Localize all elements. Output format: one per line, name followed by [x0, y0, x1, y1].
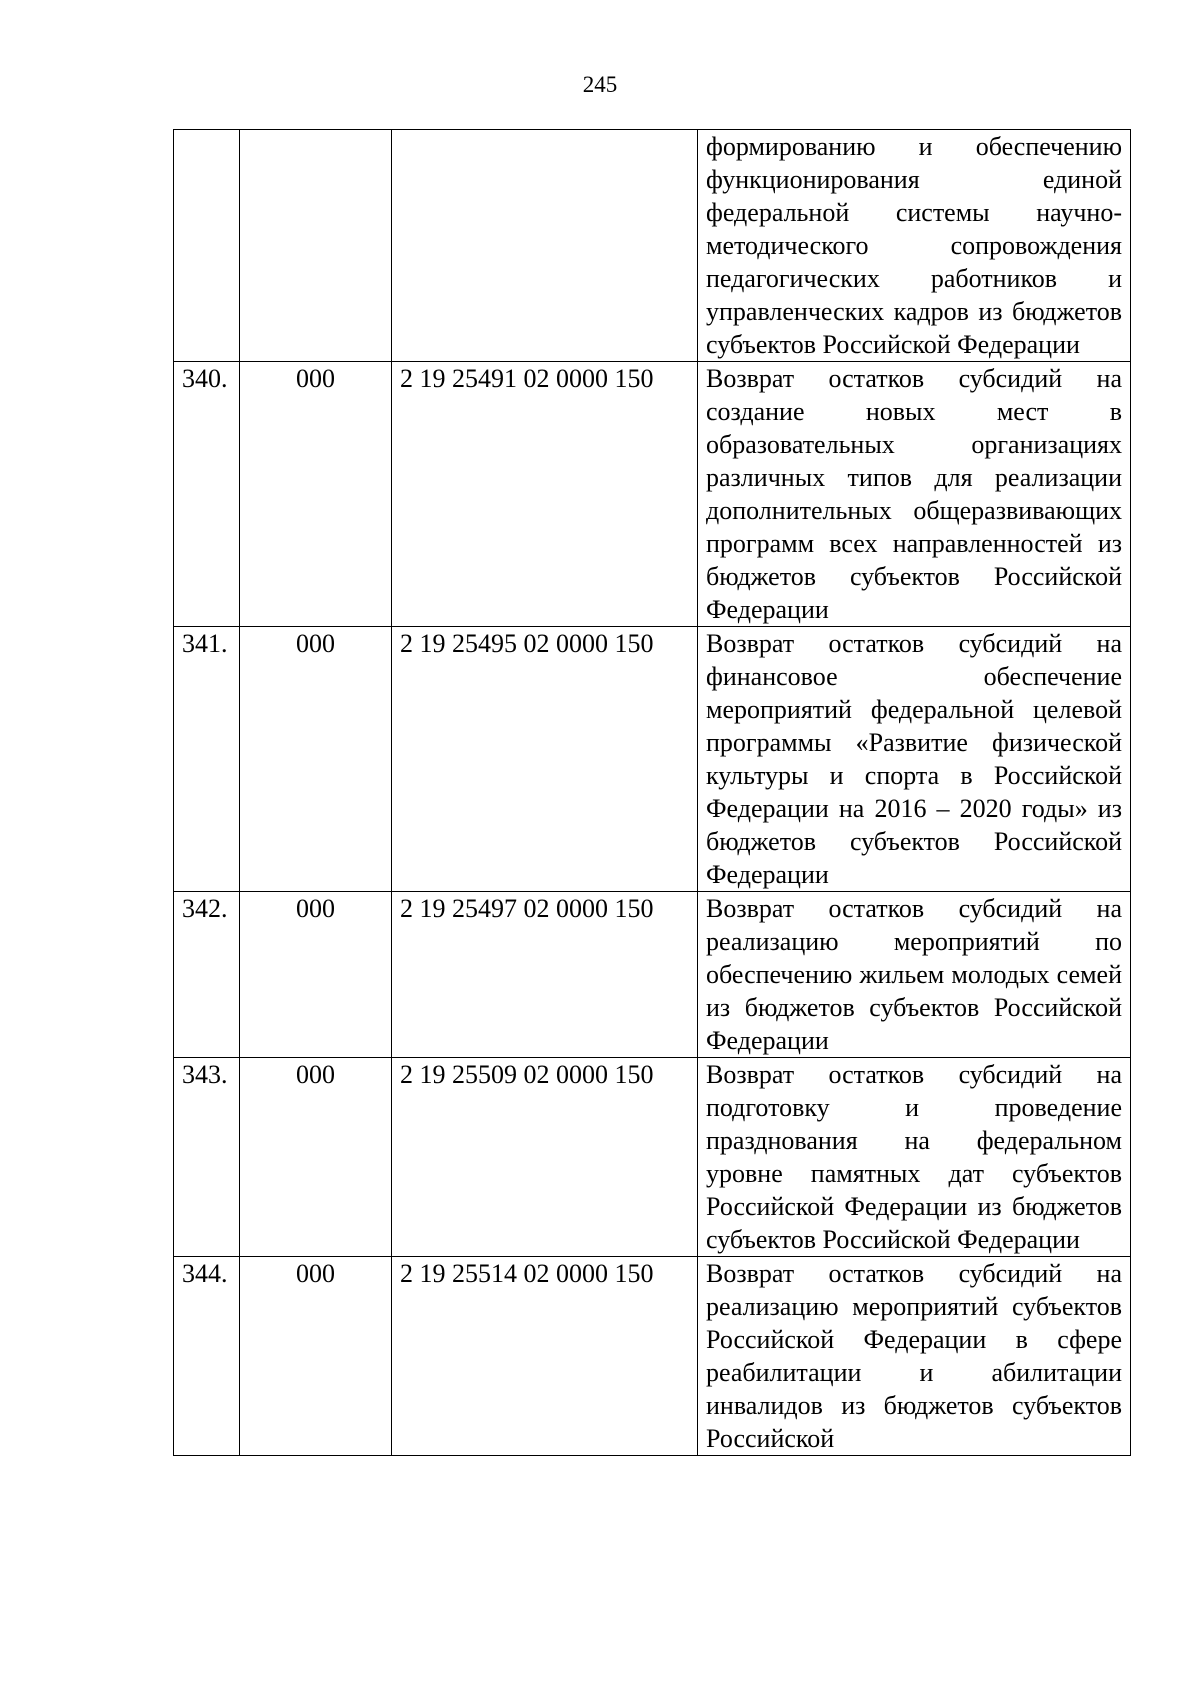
admin-code-cell: 000 — [240, 1257, 392, 1456]
budget-code-cell: 2 19 25495 02 0000 150 — [392, 627, 698, 892]
budget-code-cell: 2 19 25509 02 0000 150 — [392, 1058, 698, 1257]
description-cell: Возврат остатков субсидий на подготовку и проведение празднования на федеральном уровне памятных дат субъектов Российской Федерации из бюджетов субъектов Российской Федерации — [698, 1058, 1131, 1257]
table-row — [174, 1257, 1131, 1456]
budget-code-cell — [392, 130, 698, 362]
table-row — [174, 362, 1131, 627]
table-row — [174, 627, 1131, 892]
budget-code-table — [173, 129, 1131, 1456]
description-cell: Возврат остатков субсидий на финансовое обеспечение мероприятий федеральной целевой программы «Развитие физической культуры и спорта в Российской Федерации на 2016 – 2020 годы» из бюджетов субъектов Российской Федерации — [698, 627, 1131, 892]
description-cell: формированию и обеспечению функционирования единой федеральной системы научно-методического сопровождения педагогических работников и управленческих кадров из бюджетов субъектов Российской Федерации — [698, 130, 1131, 362]
description-cell: Возврат остатков субсидий на создание новых мест в образовательных организациях различных типов для реализации дополнительных общеразвивающих программ всех направленностей из бюджетов субъектов Российской Федерации — [698, 362, 1131, 627]
admin-code-cell: 000 — [240, 892, 392, 1058]
admin-code-cell: 000 — [240, 627, 392, 892]
admin-code-cell — [240, 130, 392, 362]
budget-code-cell: 2 19 25491 02 0000 150 — [392, 362, 698, 627]
table-row — [174, 892, 1131, 1058]
description-cell: Возврат остатков субсидий на реализацию мероприятий субъектов Российской Федерации в сфере реабилитации и абилитации инвалидов из бюджетов субъектов Российской — [698, 1257, 1131, 1456]
admin-code-cell: 000 — [240, 362, 392, 627]
budget-code-cell: 2 19 25497 02 0000 150 — [392, 892, 698, 1058]
table-row — [174, 130, 1131, 362]
row-number-cell: 342. — [174, 892, 240, 1058]
row-number-cell: 340. — [174, 362, 240, 627]
page-number: 245 — [582, 72, 618, 97]
description-cell: Возврат остатков субсидий на реализацию мероприятий по обеспечению жильем молодых семей из бюджетов субъектов Российской Федерации — [698, 892, 1131, 1058]
row-number-cell: 344. — [174, 1257, 240, 1456]
budget-code-cell: 2 19 25514 02 0000 150 — [392, 1257, 698, 1456]
table-row — [174, 1058, 1131, 1257]
row-number-cell — [174, 130, 240, 362]
admin-code-cell: 000 — [240, 1058, 392, 1257]
row-number-cell: 343. — [174, 1058, 240, 1257]
row-number-cell: 341. — [174, 627, 240, 892]
